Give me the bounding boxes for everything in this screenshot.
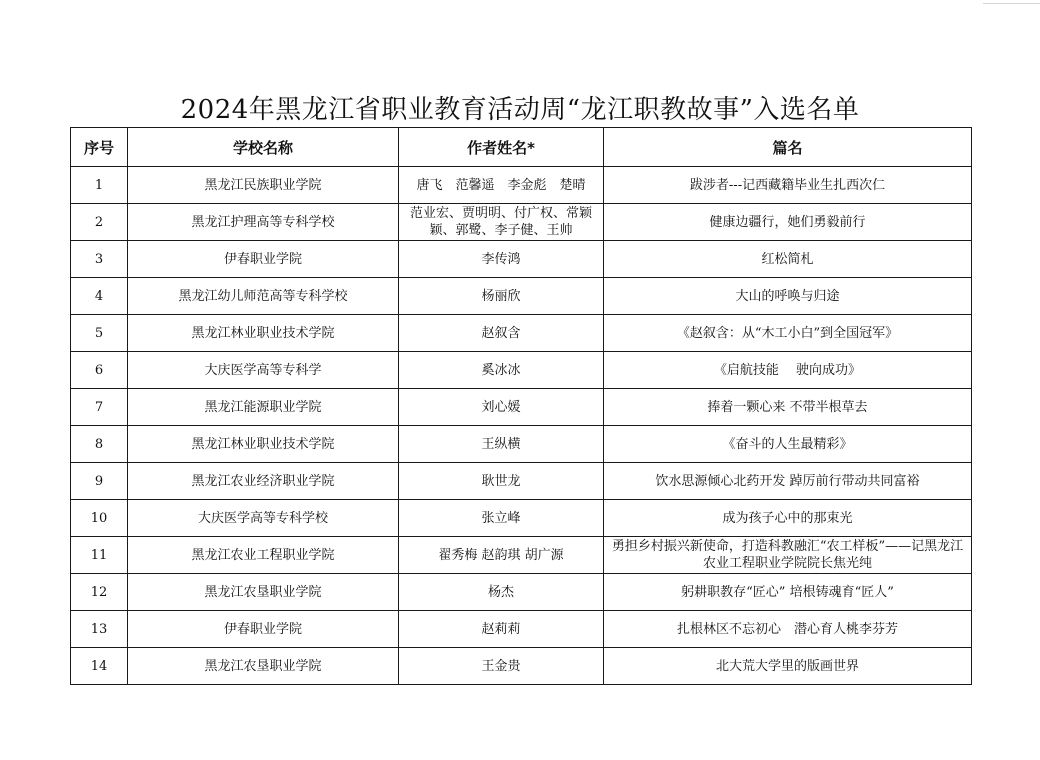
table-row (71, 500, 972, 537)
cell-school: 黑龙江能源职业学院 (128, 389, 399, 426)
cell-authors: 杨丽欣 (399, 278, 604, 315)
cell-story: 红松简札 (604, 241, 972, 278)
cell-school: 大庆医学高等专科学校 (128, 500, 399, 537)
cell-school: 黑龙江民族职业学院 (128, 167, 399, 204)
cell-authors: 刘心媛 (399, 389, 604, 426)
cell-authors: 王纵横 (399, 426, 604, 463)
table-row (71, 389, 972, 426)
cell-no: 6 (71, 352, 128, 389)
window-edge (983, 0, 1040, 4)
cell-school: 黑龙江林业职业技术学院 (128, 315, 399, 352)
table-row (71, 315, 972, 352)
cell-school: 黑龙江农业工程职业学院 (128, 537, 399, 574)
cell-story: 成为孩子心中的那束光 (604, 500, 972, 537)
cell-story: 饮水思源倾心北药开发 踔厉前行带动共同富裕 (604, 463, 972, 500)
cell-no: 4 (71, 278, 128, 315)
table-row (71, 463, 972, 500)
cell-authors: 杨杰 (399, 574, 604, 611)
cell-no: 7 (71, 389, 128, 426)
table-row (71, 648, 972, 685)
table-row (71, 537, 972, 574)
cell-story: 扎根林区不忘初心 潜心育人桃李芬芳 (604, 611, 972, 648)
cell-school: 黑龙江农垦职业学院 (128, 574, 399, 611)
cell-school: 黑龙江护理高等专科学校 (128, 204, 399, 241)
cell-authors: 唐飞 范馨遥 李金彪 楚晴 (399, 167, 604, 204)
table-row (71, 611, 972, 648)
cell-authors: 赵莉莉 (399, 611, 604, 648)
cell-story: 捧着一颗心来 不带半根草去 (604, 389, 972, 426)
cell-school: 伊春职业学院 (128, 611, 399, 648)
cell-authors: 张立峰 (399, 500, 604, 537)
cell-no: 2 (71, 204, 128, 241)
column-header-authors: 作者姓名* (399, 128, 604, 167)
cell-story: 躬耕职教存“匠心” 培根铸魂育“匠人” (604, 574, 972, 611)
cell-no: 12 (71, 574, 128, 611)
cell-no: 8 (71, 426, 128, 463)
column-header-story: 篇名 (604, 128, 972, 167)
cell-story: 《赵叙含：从“木工小白”到全国冠军》 (604, 315, 972, 352)
selection-table (70, 127, 972, 685)
cell-no: 10 (71, 500, 128, 537)
table-row (71, 426, 972, 463)
cell-authors: 范业宏、贾明明、付广权、常颖颖、郭鹭、李子健、王帅 (399, 204, 604, 241)
cell-story: 跋涉者---记西藏籍毕业生扎西次仁 (604, 167, 972, 204)
cell-story: 北大荒大学里的版画世界 (604, 648, 972, 685)
cell-school: 黑龙江农垦职业学院 (128, 648, 399, 685)
cell-school: 黑龙江幼儿师范高等专科学校 (128, 278, 399, 315)
cell-authors: 耿世龙 (399, 463, 604, 500)
table-row (71, 352, 972, 389)
cell-story: 大山的呼唤与归途 (604, 278, 972, 315)
cell-no: 1 (71, 167, 128, 204)
cell-school: 伊春职业学院 (128, 241, 399, 278)
cell-school: 大庆医学高等专科学 (128, 352, 399, 389)
cell-authors: 李传鸿 (399, 241, 604, 278)
cell-story: 勇担乡村振兴新使命，打造科教融汇“农工样板”——记黑龙江农业工程职业学院院长焦光纯 (604, 537, 972, 574)
table-row (71, 574, 972, 611)
column-header-school: 学校名称 (128, 128, 399, 167)
cell-authors: 王金贵 (399, 648, 604, 685)
table-row (71, 167, 972, 204)
cell-authors: 奚冰冰 (399, 352, 604, 389)
cell-no: 13 (71, 611, 128, 648)
table-row (71, 204, 972, 241)
cell-authors: 翟秀梅 赵韵琪 胡广源 (399, 537, 604, 574)
cell-no: 5 (71, 315, 128, 352)
cell-no: 11 (71, 537, 128, 574)
table-row (71, 241, 972, 278)
document-title: 2024年黑龙江省职业教育活动周“龙江职教故事”入选名单 (180, 95, 860, 125)
table-row (71, 278, 972, 315)
cell-no: 14 (71, 648, 128, 685)
cell-story: 《奋斗的人生最精彩》 (604, 426, 972, 463)
cell-school: 黑龙江林业职业技术学院 (128, 426, 399, 463)
cell-story: 健康边疆行，她们勇毅前行 (604, 204, 972, 241)
cell-school: 黑龙江农业经济职业学院 (128, 463, 399, 500)
cell-no: 3 (71, 241, 128, 278)
cell-no: 9 (71, 463, 128, 500)
cell-story: 《启航技能 驶向成功》 (604, 352, 972, 389)
table-header-row (71, 128, 972, 167)
column-header-no: 序号 (71, 128, 128, 167)
cell-authors: 赵叙含 (399, 315, 604, 352)
